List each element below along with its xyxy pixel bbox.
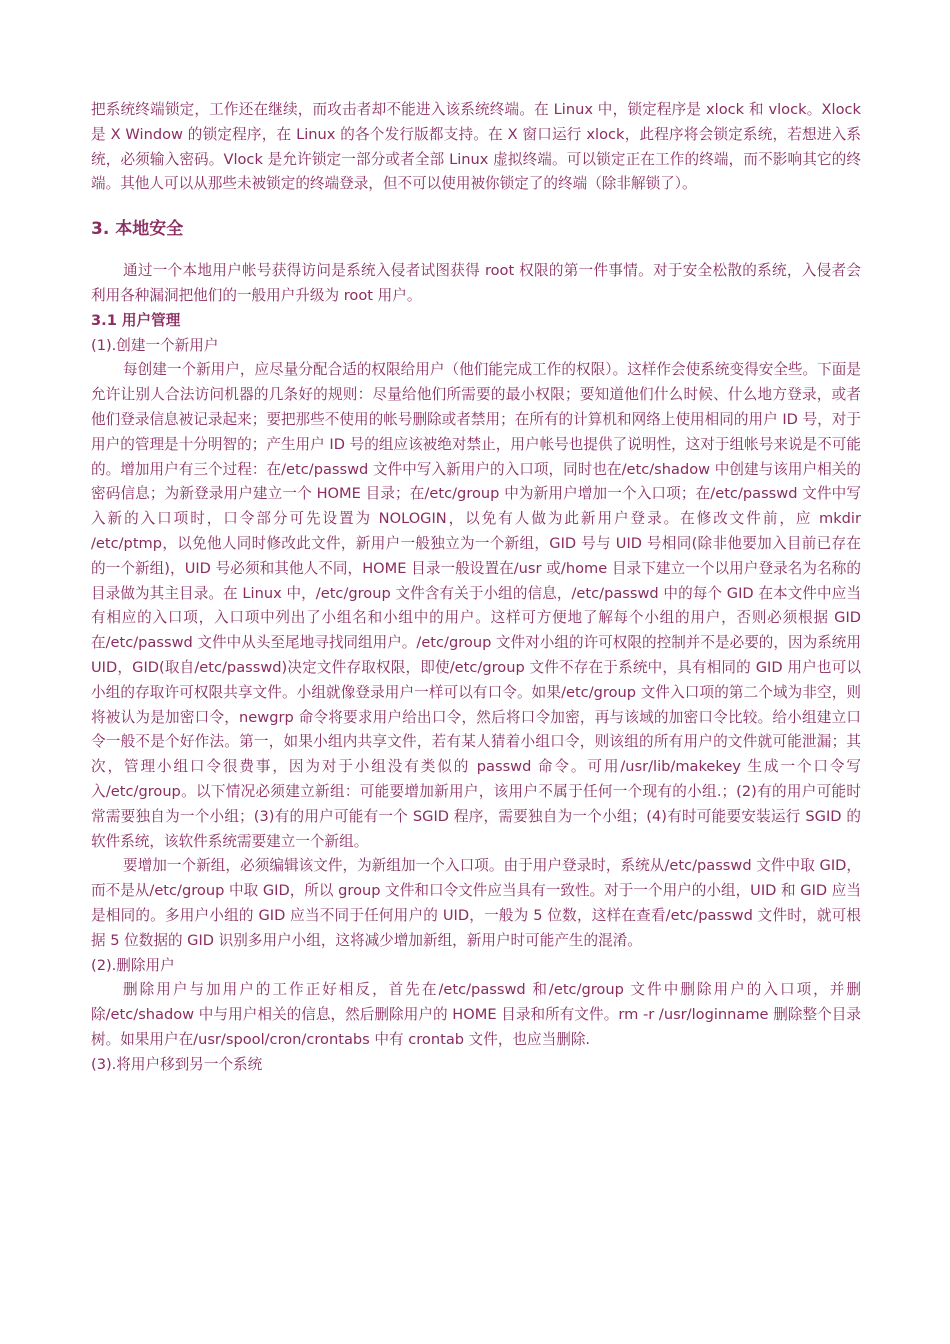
document-page	[91, 98, 861, 1077]
delete-user-paragraph: 删除用户与加用户的工作正好相反，首先在/etc/passwd 和/etc/group 文件中删除用户的入口项，并删除/etc/shadow 中与用户相关的信息，然后删除用户的 HOME 目录和所有文件。rm -r /usr/loginname 删除整个目录树。如果用户在/usr/spool/cron/crontabs 中有 crontab 文件，也应当删除.	[91, 981, 861, 1048]
create-user-paragraph-2: 要增加一个新组，必须编辑该文件，为新组加一个入口项。由于用户登录时，系统从/etc/passwd 文件中取 GID，而不是从/etc/group 中取 GID，所以 group 文件和口令文件应当具有一致性。对于一个用户的小组，UID 和 GID 应当是相同的。多用户小组的 GID 应当不同于任何用户的 UID，一般为 5 位数，这样在查看/etc/passwd 文件时，就可根据 5 位数据的 GID 识别多用户小组，这将减少增加新组，新用户时可能产生的混淆。	[91, 857, 861, 949]
create-user-paragraph-1: 每创建一个新用户，应尽量分配合适的权限给用户（他们能完成工作的权限）。这样作会使系统变得安全些。下面是允许让别人合法访问机器的几条好的规则：尽量给他们所需要的最小权限；要知道他们什么时候、什么地方登录，或者他们登录信息被记录起来；要把那些不使用的帐号删除或者禁用；在所有的计算机和网络上使用相同的用户 ID 号，对于用户的管理是十分明智的；产生用户 ID 号的组应该被绝对禁止，用户帐号也提供了说明性，这对于组帐号来说是不可能的。增加用户有三个过程：在/etc/passwd 文件中写入新用户的入口项，同时也在/etc/shadow 中创建与该用户相关的密码信息；为新登录用户建立一个 HOME 目录；在/etc/group 中为新用户增加一个入口项；在/etc/passwd 文件中写入新的入口项时，口令部分可先设置为 NOLOGIN，以免有人做为此新用户登录。在修改文件前，应 mkdir /etc/ptmp，以免他人同时修改此文件，新用户一般独立为一个新组，GID 号与 UID 号相同(除非他要加入目前已存在的一个新组)，UID 号必须和其他人不同，HOME 目录一般设置在/usr 或/home 目录下建立一个以用户登录名为名称的目录做为其主目录。在 Linux 中，/etc/group 文件含有关于小组的信息，/etc/passwd 中的每个 GID 在本文件中应当有相应的入口项，入口项中列出了小组名和小组中的用户。这样可方便地了解每个小组的用户，否则必须根据 GID 在/etc/passwd 文件中从头至尾地寻找同组用户。/etc/group 文件对小组的许可权限的控制并不是必要的，因为系统用 UID，GID(取自/etc/passwd)决定文件存取权限，即使/etc/group 文件不存在于系统中，具有相同的 GID 用户也可以小组的存取许可权限共享文件。小组就像登录用户一样可以有口令。如果/etc/group 文件入口项的第二个域为非空，则将被认为是加密口令，newgrp 命令将要求用户给出口令，然后将口令加密，再与该域的加密口令比较。给小组建立口令一般不是个好作法。第一，如果小组内共享文件，若有某人猜着小组口令，则该组的所有用户的文件就可能泄漏；其次，管理小组口令很费事，因为对于小组没有类似的 passwd 命令。可用/usr/lib/makekey 生成一个口令写入/etc/group。以下情况必须建立新组：可能要增加新用户，该用户不属于任何一个现有的小组.；(2)有的用户可能时常需要独自为一个小组；(3)有的用户可能有一个 SGID 程序，需要独自为一个小组；(4)有时可能要安装运行 SGID 的软件系统，该软件系统需要建立一个新组。	[91, 361, 861, 850]
intro-paragraph: 把系统终端锁定，工作还在继续，而攻击者却不能进入该系统终端。在 Linux 中，锁定程序是 xlock 和 vlock。Xlock 是 X Window 的锁定程序，在 Linux 的各个发行版都支持。在 X 窗口运行 xlock，此程序将会锁定系统，若想进入系统，必须输入密码。Vlock 是允许锁定一部分或者全部 Linux 虚拟终端。可以锁定正在工作的终端，而不影响其它的终端。其他人可以从那些未被锁定的终端登录，但不可以使用被你锁定了的终端（除非解锁了）。	[91, 101, 861, 193]
section-heading: 3. 本地安全	[91, 219, 184, 240]
item-move-user-title: (3).将用户移到另一个系统	[91, 1055, 263, 1073]
item-delete-user-title: (2).删除用户	[91, 956, 175, 974]
item-create-user-title: (1).创建一个新用户	[91, 336, 219, 354]
subsection-heading: 3.1 用户管理	[91, 311, 181, 329]
section-intro-paragraph: 通过一个本地用户帐号获得访问是系统入侵者试图获得 root 权限的第一件事情。对于安全松散的系统，入侵者会利用各种漏洞把他们的一般用户升级为 root 用户。	[91, 262, 861, 304]
